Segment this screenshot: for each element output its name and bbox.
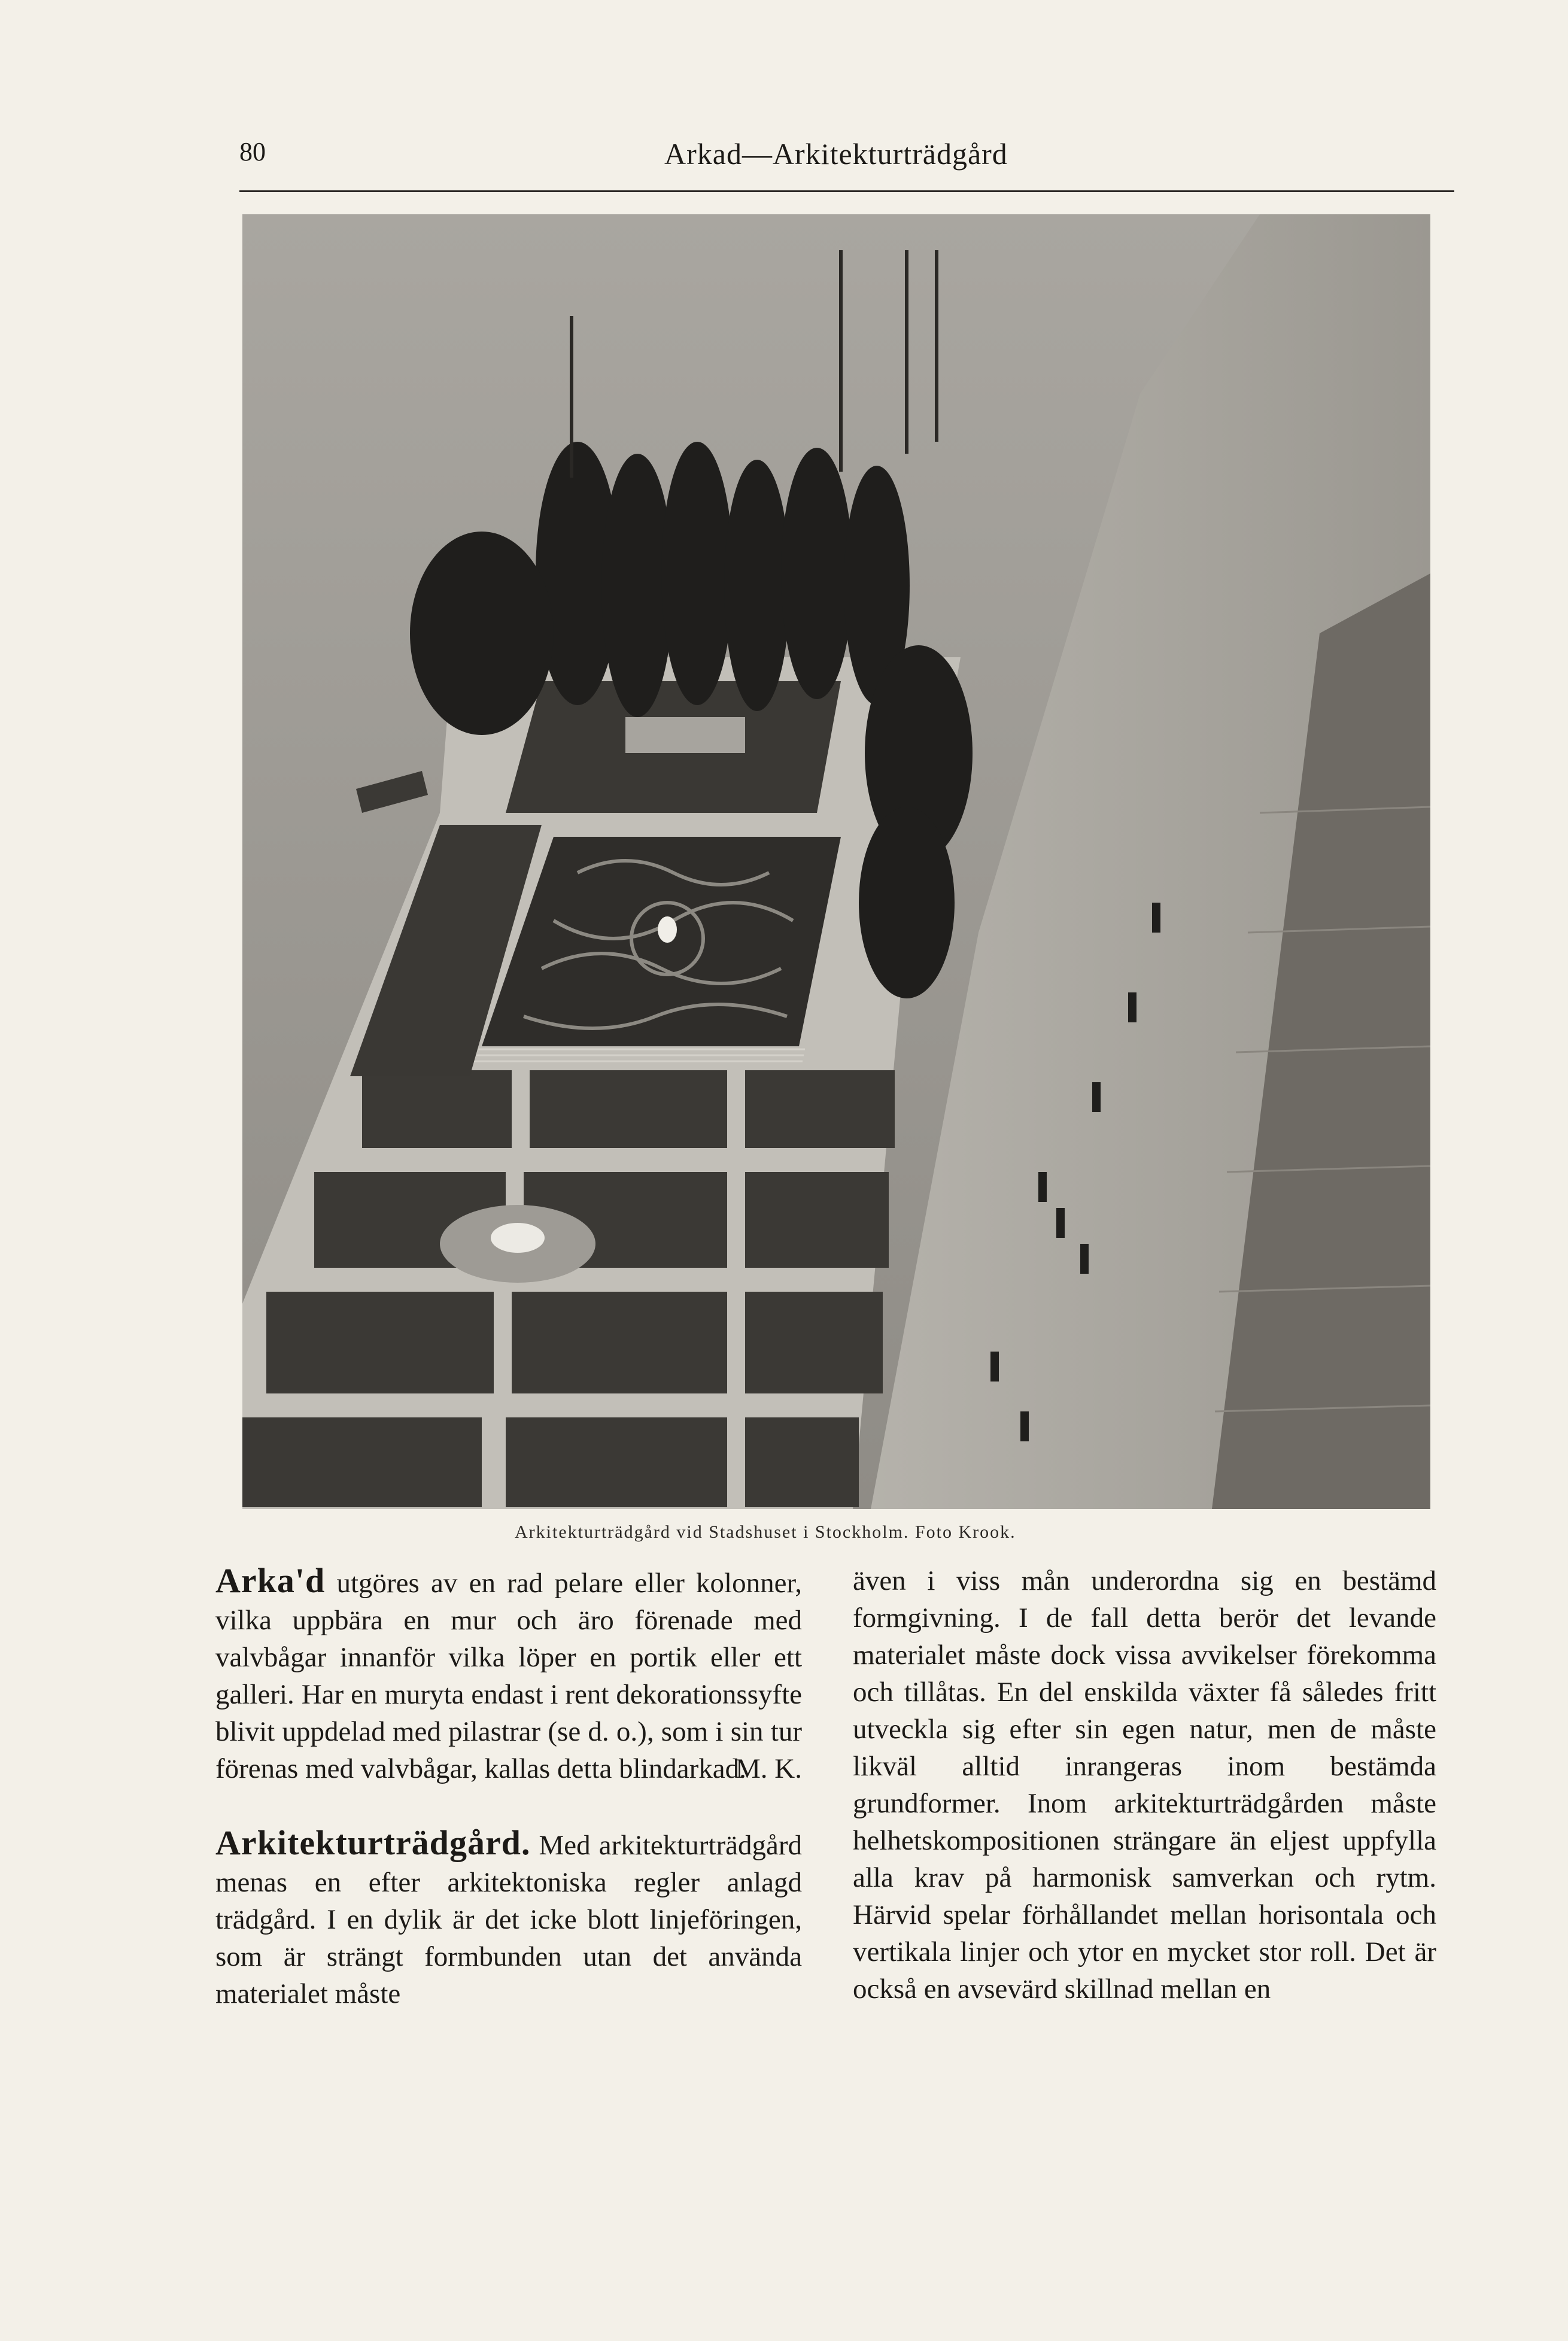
running-title: Arkad—Arkitekturträdgård — [664, 137, 1008, 171]
arkad-text: utgöres av en rad pelare eller kolonner, vilka uppbära en mur och äro förenade med valvbågar innanför vilka löper en portik eller ett galleri. Har en muryta endast i rent dekorationssyfte blivit uppdelad med pilastrar (se d. o.), som i sin tur förenas med valvbågar, kallas detta blindarkad. — [215, 1568, 802, 1784]
arkitekturtradgard-text-left: Med arkitekturträdgård menas en efter arkitektoniska regler anlagd trädgård. I en dylik är det icke blott linjeföringen, som är strängt formbunden utan det använda materialet måste — [215, 1830, 802, 2009]
entry-spacer — [215, 1787, 802, 1824]
photo-illustration — [242, 214, 1430, 1509]
left-column — [215, 1562, 802, 2012]
figure-caption: Arkitekturträdgård vid Stadshuset i Stockholm. Foto Krook. — [515, 1522, 1016, 1542]
page-number: 80 — [239, 137, 266, 166]
arkitekturtradgard-text-right: även i viss mån underordna sig en bestämd formgivning. I de fall detta berör det levande materialet måste dock vissa avvikelser förekomma och tillåtas. En del enskilda växter få således fritt utveckla sig efter sin egen natur, men de måste likväl alltid inrangeras inom bestämda grundformer. Inom arkitekturträdgården måste helhetskompositionen strängare än eljest uppfylla alla krav på harmonisk samverkan och rytm. Härvid spelar förhållandet mellan horisontala och vertikala linjer och ytor en mycket stor roll. Det är också en avsevärd skillnad mellan en — [853, 1565, 1436, 2005]
headword-arkad: Arka'd — [215, 1561, 326, 1600]
header-rule — [239, 190, 1454, 192]
aerial-photo-garden-icon — [242, 214, 1430, 1509]
entry-arkitekturtradgard — [215, 1824, 802, 2012]
right-column — [853, 1562, 1436, 2008]
headword-arkitekturtradgard: Arkitekturträdgård. — [215, 1823, 531, 1862]
entry-arkad — [215, 1562, 802, 1787]
author-signature: M. K. — [736, 1753, 802, 1784]
